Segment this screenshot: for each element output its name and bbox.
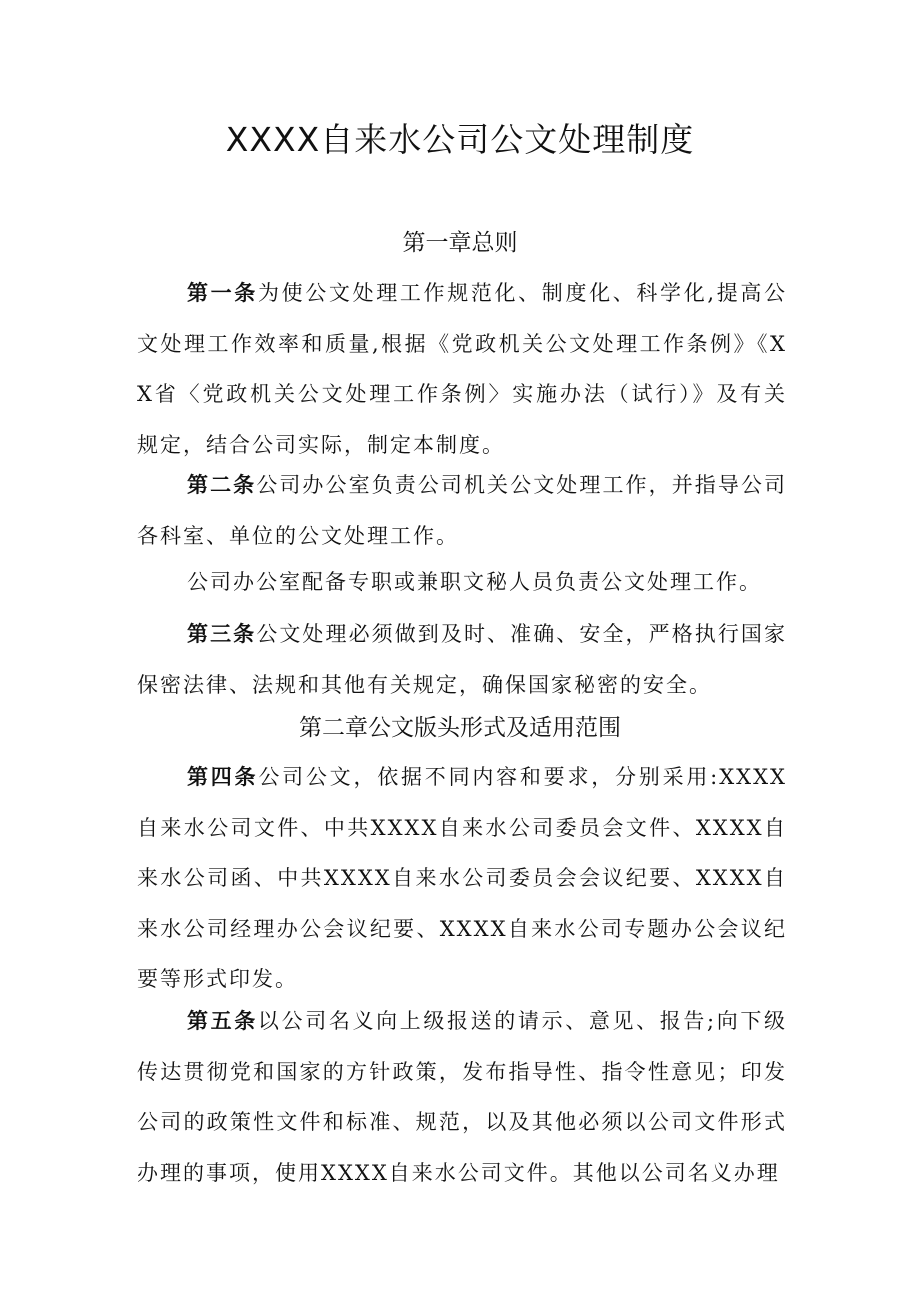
document-title: XXXX自来水公司公文处理制度 — [225, 120, 695, 159]
article-3-label: 第三条 — [187, 622, 257, 646]
article-5-paragraph — [137, 996, 787, 1198]
article-4-paragraph — [137, 752, 787, 1005]
article-3-text: 公文处理必须做到及时、准确、安全，严格执行国家保密法律、法规和其他有关规定，确保国家秘密的安全。 — [137, 622, 788, 697]
article-2-continuation — [137, 557, 787, 608]
article-4-text: 公司公文，依据不同内容和要求，分别采用:XXXX自来水公司文件、中共XXXX自来水公司委员会文件、XXXX自来水公司函、中共XXXX自来水公司委员会会议纪要、XXXX自来水公司经理办公会议纪要、XXXX自来水公司专题办公会议纪要等形式印发。 — [137, 765, 788, 991]
article-2-continuation-text: 公司办公室配备专职或兼职文秘人员负责公文处理工作。 — [187, 570, 762, 594]
article-3-paragraph — [137, 609, 787, 710]
article-4-label: 第四条 — [187, 765, 259, 789]
article-2-text: 公司办公室负责公司机关公文处理工作，并指导公司各科室、单位的公文处理工作。 — [137, 473, 788, 548]
chapter-1-heading: 第一章总则 — [402, 230, 518, 256]
chapter-2-heading: 第二章公文版头形式及适用范围 — [299, 715, 621, 741]
article-5-label: 第五条 — [187, 1009, 258, 1033]
article-1-label: 第一条 — [187, 281, 258, 305]
article-1-paragraph — [137, 268, 787, 470]
article-2-paragraph — [137, 460, 787, 561]
article-2-label: 第二条 — [187, 473, 257, 497]
article-5-text: 以公司名义向上级报送的请示、意见、报告;向下级传达贯彻党和国家的方针政策，发布指导性、指令性意见；印发公司的政策性文件和标准、规范，以及其他必须以公司文件形式办理的事项，使用XXXX自来水公司文件。其他以公司名义办理 — [137, 1009, 788, 1185]
article-1-text: 为使公文处理工作规范化、制度化、科学化,提高公文处理工作效率和质量,根据《党政机关公文处理工作条例》《XX省〈党政机关公文处理工作条例〉实施办法（试行）》及有关规定，结合公司实际，制定本制度。 — [137, 281, 787, 457]
